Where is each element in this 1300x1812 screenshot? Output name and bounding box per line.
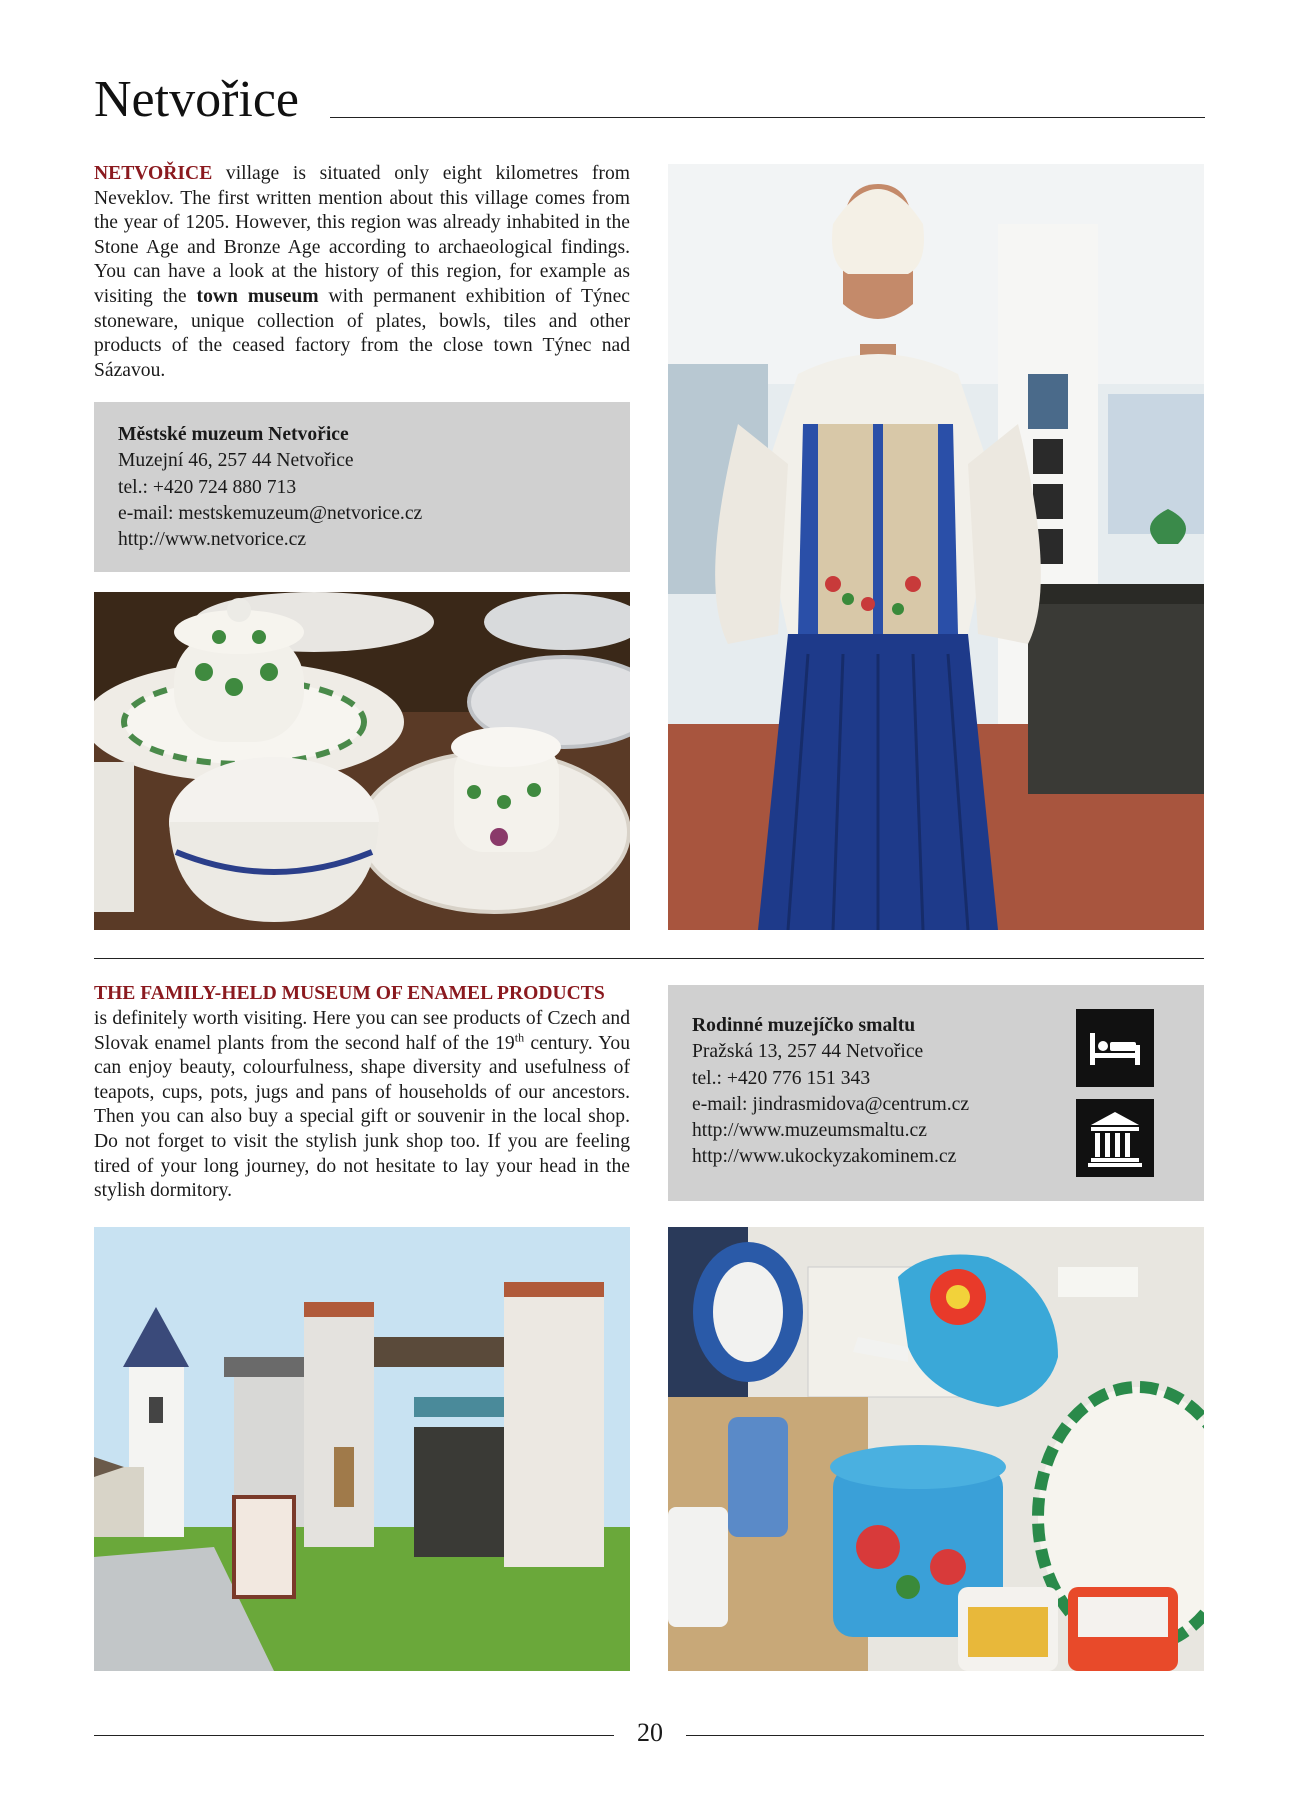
bed-icon xyxy=(1076,1009,1154,1087)
section-divider xyxy=(94,958,1204,959)
enamel-museum-address: Pražská 13, 257 44 Netvořice xyxy=(692,1041,924,1063)
enamel-museum-email[interactable]: e-mail: jindrasmidova@centrum.cz xyxy=(692,1093,970,1115)
paragraph-text: is definitely worth visiting. Here you can see products of Czech and Slovak enamel plants from the second half of the 19 xyxy=(94,1008,630,1054)
netvorice-intro-paragraph xyxy=(94,162,630,383)
museum-info-box xyxy=(94,402,630,572)
title-rule xyxy=(330,117,1205,118)
enamel-museum-phone: tel.: +420 776 151 343 xyxy=(692,1067,871,1089)
museum-name: Městské muzeum Netvořice xyxy=(118,424,349,445)
paragraph-bold: town museum xyxy=(196,285,319,307)
enamel-museum-website-2[interactable]: http://www.ukockyzakominem.cz xyxy=(692,1146,957,1168)
paragraph-text-end: century. You can enjoy beauty, colourfulness, shape diversity and usefulness of teapots, cups, pots, jugs and pans of households of our ancestors. Then you can also buy a special gift or souvenir in the local shop. Do not forget to visit the stylish junk shop too. If you are feeling tired of your long journey, do not hesitate to lay your head in the stylish dormitory. xyxy=(94,1032,630,1202)
page-number: 20 xyxy=(637,1718,663,1747)
porcelain-photo xyxy=(94,592,630,930)
museum-email[interactable]: e-mail: mestskemuzeum@netvorice.cz xyxy=(118,502,423,524)
museum-icon xyxy=(1076,1099,1154,1177)
paragraph-lead: NETVOŘICE xyxy=(94,163,213,184)
footer-rule-right xyxy=(686,1735,1204,1736)
page-title: Netvořice xyxy=(94,71,300,128)
paragraph-text: village is situated only eight kilometres from Neveklov. The first written mention about this village comes from the year of 1205. However, this region was already inhabited in the Stone Age and Bronze Age according to archaeological findings. You can have a look at the history of this region, for example as visiting the xyxy=(94,163,630,307)
enamel-museum-website-1[interactable]: http://www.muzeumsmaltu.cz xyxy=(692,1120,927,1142)
village-photo xyxy=(94,1227,630,1671)
museum-website[interactable]: http://www.netvorice.cz xyxy=(118,529,307,551)
enamel-museum-info-box xyxy=(668,985,1204,1201)
enamel-museum-heading: THE FAMILY-HELD MUSEUM OF ENAMEL PRODUCTS xyxy=(94,983,605,1004)
enamel-museum-paragraph xyxy=(94,1007,630,1204)
enamel-products-photo xyxy=(668,1227,1204,1671)
superscript: th xyxy=(514,1030,525,1045)
enamel-museum-name: Rodinné muzejíčko smaltu xyxy=(692,1015,916,1036)
museum-address: Muzejní 46, 257 44 Netvořice xyxy=(118,450,354,472)
paragraph-text-end: with permanent exhibition of Týnec stoneware, unique collection of plates, bowls, tiles and other products of the ceased factory from the close town Týnec nad Sázavou. xyxy=(94,285,630,381)
folk-costume-photo xyxy=(668,164,1204,930)
museum-phone: tel.: +420 724 880 713 xyxy=(118,476,297,498)
footer-rule-left xyxy=(94,1735,614,1736)
